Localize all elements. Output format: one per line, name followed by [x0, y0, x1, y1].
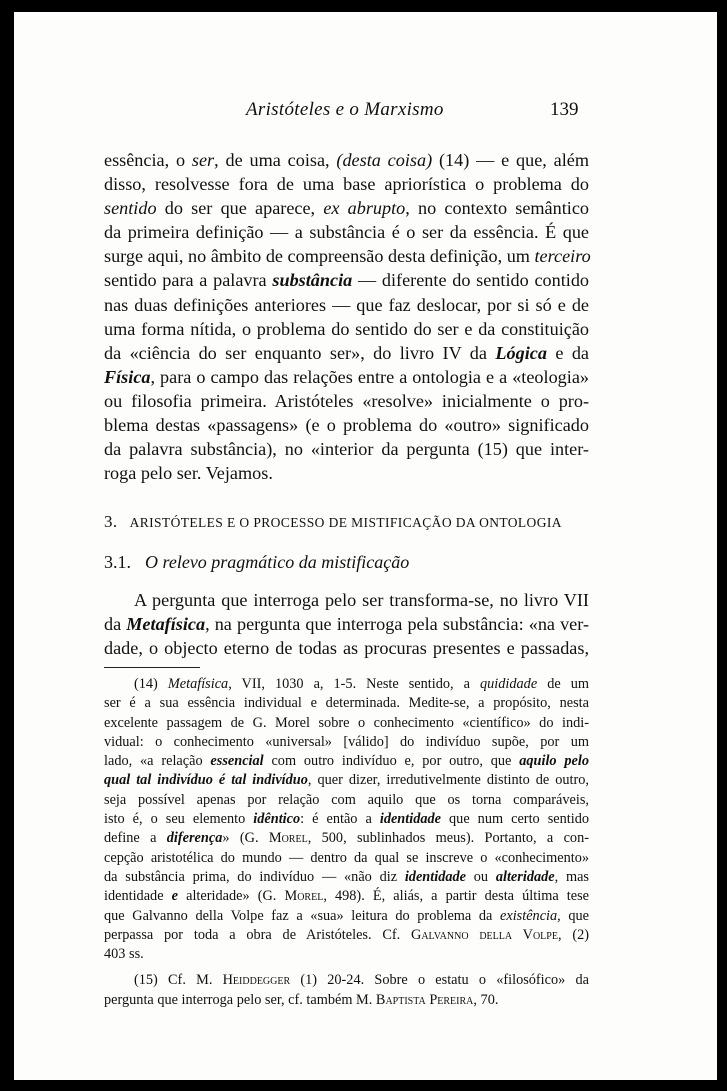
- footnote-14-line: 403 ss.: [104, 946, 144, 963]
- footnote-gap: [104, 964, 589, 971]
- text-line: roga pelo ser. Vejamos.: [104, 463, 273, 484]
- text-line: dade, o objecto eterno de todas as procuras presentes e passadas,: [104, 638, 589, 659]
- footnote-15-line: (15) Cf. M. Heiddegger (1) 20-24. Sobre o estatu o «filosófico» da: [134, 972, 590, 989]
- footnote-14-line: da substância prima, do indivíduo — «não diz identidade ou alteridade, mas: [104, 868, 589, 885]
- text-line: essência, o ser, de uma coisa, (desta coisa) (14) — e que, além: [104, 150, 590, 170]
- text-line: A pergunta que interroga pelo ser transforma-se, no livro VII: [134, 590, 589, 610]
- text-line: uma forma nítida, o problema do sentido do ser e da constituição: [104, 318, 589, 339]
- text-line: disso, resolvesse fora de uma base apriorística o problema do: [104, 174, 589, 195]
- footnote-14-line: seja possível apenas por relação com aquilo que os torna comparáveis,: [104, 791, 589, 808]
- text-line: da «ciência do ser enquanto ser», do livro IV da Lógica e da: [104, 342, 589, 363]
- text-line: sentido para a palavra substância — diferente do sentido contido: [104, 270, 590, 291]
- footnote-14-line: qual tal indivíduo é tal indivíduo, quer dizer, irredutivelmente distinto de outro,: [104, 772, 589, 789]
- running-title: Aristóteles e o Marxismo: [246, 99, 444, 120]
- body-paragraph-2: [104, 588, 589, 660]
- section-heading: [104, 512, 589, 532]
- footnote-divider: [104, 667, 200, 668]
- text-line: da primeira definição — a substância é o ser da essência. É que: [104, 222, 589, 243]
- footnote-14-line: que Galvanno della Volpe faz a «sua» leitura do problema da existência, que: [104, 907, 589, 924]
- page-number: 139: [550, 99, 579, 120]
- subsection-number: 3.1.: [104, 552, 131, 572]
- footnote-14-line: define a diferença» (G. Morel, 500, sublinhados meus). Portanto, a con-: [104, 830, 589, 847]
- text-line: da Metafísica, na pergunta que interroga pela substância: «na ver-: [104, 614, 590, 635]
- text-line: Física, para o campo das relações entre a ontologia e a «teologia»: [104, 366, 589, 387]
- footnote-14-line: isto é, o seu elemento idêntico: é então a identidade que num certo sentido: [104, 811, 590, 828]
- footnote-14-line: lado, «a relação essencial com outro indivíduo e, por outro, que aquilo pelo: [104, 753, 589, 770]
- text-line: ou filosofia primeira. Aristóteles «resolve» inicialmente o pro-: [104, 390, 589, 411]
- footnote-14-line: cepção aristotélica do mundo — dentro da qual se inscreve o «conhecimento»: [104, 849, 589, 866]
- subsection-title: O relevo pragmático da mistificação: [145, 552, 410, 572]
- footnote-14-line: excelente passagem de G. Morel sobre o conhecimento «científico» do indi-: [104, 714, 589, 731]
- text-line: nas duas definições anteriores — que faz deslocar, por si só e de: [104, 294, 589, 315]
- footnote-14-line: vidual: o conhecimento «universal» [válido] do indivíduo supõe, por um: [104, 733, 589, 750]
- footnote-14-line: identidade e alteridade» (G. Morel, 498). É, aliás, a partir desta última tese: [104, 888, 589, 905]
- section-number: 3.: [104, 512, 118, 531]
- footnote-14-line: perpassa por toda a obra de Aristóteles. Cf. Galvanno della Volpe, (2): [104, 926, 589, 943]
- footnote-14-line: (14) Metafísica, VII, 1030 a, 1-5. Neste sentido, a quididade de um: [134, 676, 589, 692]
- subsection-heading: [104, 552, 589, 573]
- book-page: [14, 12, 717, 1080]
- text-line: da palavra substância), no «interior da pergunta (15) que inter-: [104, 439, 589, 460]
- section-title: ARISTÓTELES E O PROCESSO DE MISTIFICAÇÃO DA ONTOLOGIA: [129, 515, 562, 530]
- body-paragraph: [104, 148, 589, 485]
- footnotes: [104, 675, 589, 1010]
- footnote-14-line: ser é a sua essência individual e determinada. Medite-se, a propósito, nesta: [104, 695, 589, 712]
- footnote-15-line: pergunta que interroga pelo ser, cf. também M. Baptista Pereira, 70.: [104, 991, 499, 1008]
- text-line: blema destas «passagens» (e o problema do «outro» significado: [104, 415, 589, 436]
- text-line: surge aqui, no âmbito de compreensão desta definição, um terceiro: [104, 246, 591, 267]
- text-line: sentido do ser que aparece, ex abrupto, no contexto semântico: [104, 198, 589, 219]
